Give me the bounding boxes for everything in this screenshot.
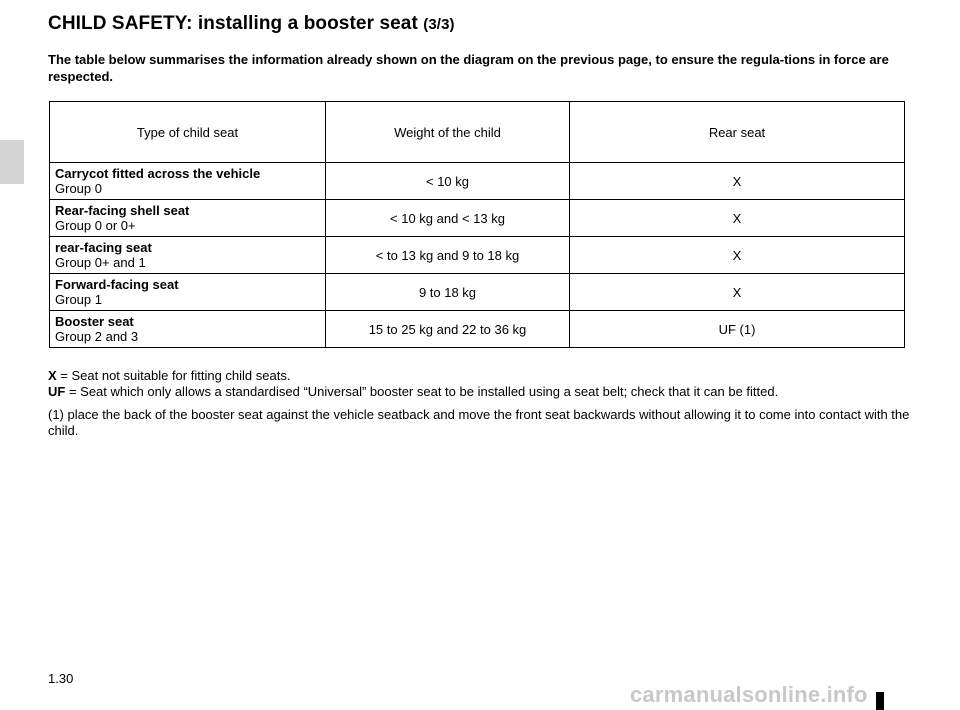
weight-cell: < to 13 kg and 9 to 18 kg <box>326 237 570 274</box>
table-row <box>50 311 905 348</box>
seat-group: Group 1 <box>55 292 102 307</box>
child-seat-table <box>49 101 905 348</box>
table-header-row <box>50 102 905 163</box>
seat-type-cell <box>50 274 326 311</box>
table-row <box>50 200 905 237</box>
legend-x-text: = Seat not suitable for fitting child seats. <box>56 368 291 383</box>
seat-name: Forward-facing seat <box>55 277 179 292</box>
legend-x <box>48 368 928 384</box>
seat-name: Carrycot fitted across the vehicle <box>55 166 261 181</box>
seat-group: Group 2 and 3 <box>55 329 139 344</box>
section-tab-marker <box>0 140 24 184</box>
legend-notes <box>48 368 928 439</box>
seat-type-cell <box>50 237 326 274</box>
rear-seat-cell: X <box>570 163 905 200</box>
seat-group: Group 0 <box>55 181 102 196</box>
legend-uf-text: = Seat which only allows a standardised “Universal” booster seat to be installed using a seat belt; check that it can be fitted. <box>65 384 779 399</box>
page-edge-marker <box>876 692 884 710</box>
page-title <box>48 13 455 35</box>
seat-type-cell <box>50 200 326 237</box>
seat-name: Booster seat <box>55 314 134 329</box>
seat-group: Group 0 or 0+ <box>55 218 136 233</box>
rear-seat-cell: X <box>570 237 905 274</box>
weight-cell: < 10 kg and < 13 kg <box>326 200 570 237</box>
rear-seat-cell: X <box>570 274 905 311</box>
title-part-indicator: (3/3) <box>423 16 455 33</box>
legend-uf <box>48 384 928 400</box>
rear-seat-cell: UF (1) <box>570 311 905 348</box>
header-rear-seat: Rear seat <box>570 102 905 163</box>
seat-name: rear-facing seat <box>55 240 152 255</box>
seat-name: Rear-facing shell seat <box>55 203 190 218</box>
seat-group: Group 0+ and 1 <box>55 255 146 270</box>
page-number: 1.30 <box>48 671 74 686</box>
table-row <box>50 237 905 274</box>
title-text: CHILD SAFETY: installing a booster seat <box>48 13 418 34</box>
weight-cell: 9 to 18 kg <box>326 274 570 311</box>
watermark-text: carmanualsonline.info <box>630 682 868 707</box>
footnote: (1) place the back of the booster seat against the vehicle seatback and move the front seat backwards without allowing it to come into contact with the child. <box>48 407 910 438</box>
header-seat-type: Type of child seat <box>50 102 326 163</box>
seat-type-cell <box>50 163 326 200</box>
legend-uf-key: UF <box>48 384 66 399</box>
weight-cell: < 10 kg <box>326 163 570 200</box>
seat-type-cell <box>50 311 326 348</box>
intro-paragraph: The table below summarises the information already shown on the diagram on the previous page, to ensure the regula-tions in force are respected. <box>48 52 889 84</box>
rear-seat-cell: X <box>570 200 905 237</box>
header-weight: Weight of the child <box>326 102 570 163</box>
legend-x-key: X <box>48 368 57 383</box>
table-row <box>50 163 905 200</box>
table-row <box>50 274 905 311</box>
weight-cell: 15 to 25 kg and 22 to 36 kg <box>326 311 570 348</box>
